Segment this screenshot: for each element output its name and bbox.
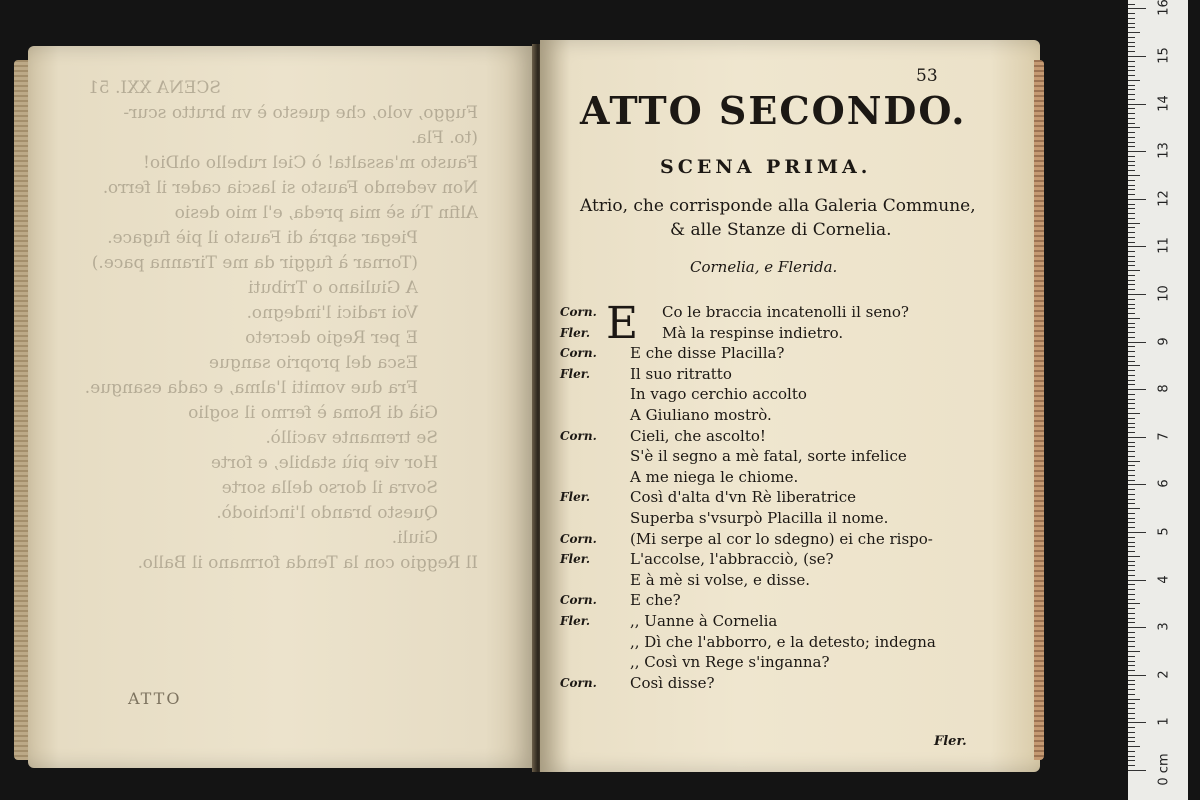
ruler-tick xyxy=(1128,161,1135,162)
dialogue-text: ,, Dì che l'abborro, e la detesto; indegna xyxy=(630,632,936,651)
ruler-tick xyxy=(1128,351,1135,352)
ruler-tick xyxy=(1128,346,1135,347)
ruler-tick xyxy=(1128,442,1135,443)
ruler-tick xyxy=(1128,104,1146,105)
speaker-label: Corn. xyxy=(560,346,597,361)
ruler-tick xyxy=(1128,180,1135,181)
ruler-tick xyxy=(1128,327,1135,328)
ruler-tick xyxy=(1128,342,1146,343)
ruler-tick xyxy=(1128,656,1135,657)
ruler-tick xyxy=(1128,641,1135,642)
ruler-label: 9 xyxy=(1156,336,1172,346)
ruler-tick xyxy=(1128,408,1135,409)
measuring-ruler xyxy=(1128,0,1188,800)
showthrough-line: Fausto m'assalta! ò Ciel rubello ohDio! xyxy=(143,153,478,173)
showthrough-line: Il Reggio con la Tenda formano il Ballo. xyxy=(137,553,478,573)
ruler-tick xyxy=(1128,175,1140,176)
ruler-tick xyxy=(1128,760,1135,761)
dialogue-text: Superba s'vsurpò Placilla il nome. xyxy=(630,508,889,527)
right-page xyxy=(540,40,1040,772)
dialogue-text: E che? xyxy=(630,591,681,610)
ruler-tick xyxy=(1128,275,1135,276)
ruler-tick xyxy=(1128,199,1146,200)
act-title: ATTO SECONDO. xyxy=(580,88,967,133)
ruler-tick xyxy=(1128,156,1135,157)
dialogue-line xyxy=(560,529,1030,550)
dialogue-line xyxy=(560,590,1030,611)
ruler-label: 15 xyxy=(1156,47,1172,64)
ruler-tick xyxy=(1128,280,1135,281)
ruler-tick xyxy=(1128,123,1135,124)
ruler-label: 8 xyxy=(1156,384,1172,393)
ruler-tick xyxy=(1128,37,1135,38)
ruler-tick xyxy=(1128,703,1135,704)
dialogue-text: Mà la respinse indietro. xyxy=(662,323,844,342)
ruler-tick xyxy=(1128,99,1135,100)
speaker-label: Corn. xyxy=(560,675,597,690)
dialogue-text: ,, Uanne à Cornelia xyxy=(630,611,778,630)
showthrough-line: Giuli. xyxy=(391,528,438,548)
showthrough-line: Fuggo, volo, che questo è vn brutto scur- xyxy=(123,103,478,123)
dialogue-line xyxy=(560,632,1030,653)
ruler-tick xyxy=(1128,746,1140,747)
dialogue-line xyxy=(560,364,1030,385)
ruler-tick xyxy=(1128,251,1135,252)
showthrough-line: Sovra il dorso della sorte xyxy=(221,478,438,498)
showthrough-line: (to. Fla. xyxy=(411,128,478,148)
dialogue-line xyxy=(560,343,1030,364)
ruler-tick xyxy=(1128,522,1135,523)
ruler-tick xyxy=(1128,608,1135,609)
dialogue-text: A Giuliano mostrò. xyxy=(630,405,772,424)
ruler-tick xyxy=(1128,508,1140,509)
ruler-tick xyxy=(1128,94,1135,95)
ruler-tick xyxy=(1128,389,1146,390)
ruler-tick xyxy=(1128,365,1140,366)
ruler-tick xyxy=(1128,294,1146,295)
ruler-tick xyxy=(1128,465,1135,466)
ruler-tick xyxy=(1128,242,1135,243)
speaker-label: Fler. xyxy=(560,552,591,567)
dialogue-line xyxy=(560,323,1030,344)
showthrough-line: E per Regio decreto xyxy=(245,328,418,348)
ruler-tick xyxy=(1128,208,1135,209)
ruler-tick xyxy=(1128,127,1140,128)
ruler-tick xyxy=(1128,194,1135,195)
ruler-tick xyxy=(1128,594,1135,595)
ruler-tick xyxy=(1128,375,1135,376)
ruler-tick xyxy=(1128,680,1135,681)
dialogue-line xyxy=(560,302,1030,323)
ruler-tick xyxy=(1128,561,1135,562)
ruler-tick xyxy=(1128,684,1135,685)
ruler-tick xyxy=(1128,370,1135,371)
ruler-tick xyxy=(1128,108,1135,109)
ruler-tick xyxy=(1128,66,1135,67)
ruler-tick xyxy=(1128,308,1135,309)
ruler-label: 12 xyxy=(1156,190,1172,207)
ruler-tick xyxy=(1128,142,1135,143)
ruler-tick xyxy=(1128,304,1135,305)
ruler-tick xyxy=(1128,146,1135,147)
ruler-tick xyxy=(1128,661,1135,662)
speaker-label: Fler. xyxy=(560,325,591,340)
ruler-tick xyxy=(1128,584,1135,585)
dialogue-line xyxy=(560,384,1030,405)
ruler-tick xyxy=(1128,113,1135,114)
ruler-tick xyxy=(1128,42,1135,43)
ruler-tick xyxy=(1128,518,1135,519)
dialogue-text: A me niega le chiome. xyxy=(630,467,799,486)
ruler-tick xyxy=(1128,423,1135,424)
dialogue-text: In vago cerchio accolto xyxy=(630,385,807,404)
ruler-tick xyxy=(1128,427,1135,428)
page-number: 53 xyxy=(916,66,938,86)
dialogue-line xyxy=(560,673,1030,694)
ruler-tick xyxy=(1128,151,1146,152)
ruler-label: 4 xyxy=(1156,574,1172,584)
speaker-label: Corn. xyxy=(560,531,597,546)
ruler-tick xyxy=(1128,675,1146,676)
ruler-tick xyxy=(1128,246,1146,247)
ruler-tick xyxy=(1128,470,1135,471)
ruler-tick xyxy=(1128,318,1140,319)
ruler-tick xyxy=(1128,332,1135,333)
showthrough-line: Piegar saprà di Fausto il piè fugace. xyxy=(107,228,418,248)
ruler-tick xyxy=(1128,770,1146,771)
ruler-tick xyxy=(1128,80,1140,81)
ruler-label: 11 xyxy=(1156,237,1172,255)
ruler-tick xyxy=(1128,227,1135,228)
ruler-tick xyxy=(1128,565,1135,566)
ruler-tick xyxy=(1128,551,1135,552)
ruler-tick xyxy=(1128,132,1135,133)
setting-line-1: Atrio, che corrisponde alla Galeria Commune, xyxy=(580,196,976,216)
showthrough-line: A Giuliano o Tributi xyxy=(248,278,418,298)
ruler-tick xyxy=(1128,4,1135,5)
ruler-tick xyxy=(1128,732,1135,733)
speaker-label: Corn. xyxy=(560,593,597,608)
ruler-tick xyxy=(1128,223,1140,224)
speaker-label: Fler. xyxy=(560,490,591,505)
ruler-tick xyxy=(1128,756,1135,757)
ruler-label: 0 cm xyxy=(1156,753,1172,786)
ruler-tick xyxy=(1128,751,1135,752)
ruler-tick xyxy=(1128,718,1135,719)
showthrough-line: Già di Roma è fermo il soglio xyxy=(188,403,438,423)
showthrough-line: SCENA XXI. 51 xyxy=(88,78,221,98)
ruler-tick xyxy=(1128,380,1135,381)
dialogue-line xyxy=(560,426,1030,447)
ruler-tick xyxy=(1128,213,1135,214)
ruler-tick xyxy=(1128,480,1135,481)
dialogue-text: Il suo ritratto xyxy=(630,364,732,383)
ruler-tick xyxy=(1128,670,1135,671)
dialogue-text: S'è il segno a mè fatal, sorte infelice xyxy=(630,447,907,466)
ruler-tick xyxy=(1128,446,1135,447)
ruler-tick xyxy=(1128,8,1146,9)
ruler-label: 10 xyxy=(1156,285,1172,302)
showthrough-line: Se tremante vacillò. xyxy=(265,428,438,448)
dialogue-text: ,, Così vn Rege s'inganna? xyxy=(630,653,830,672)
dialogue-text: L'accolse, l'abbracciò, (se? xyxy=(630,550,834,569)
ruler-tick xyxy=(1128,542,1135,543)
ruler-tick xyxy=(1128,451,1135,452)
ruler-label: 5 xyxy=(1156,527,1172,536)
ruler-tick xyxy=(1128,270,1140,271)
dialogue-block xyxy=(560,298,1030,693)
left-page-showthrough-text xyxy=(84,76,478,756)
ruler-tick xyxy=(1128,418,1135,419)
ruler-tick xyxy=(1128,289,1135,290)
ruler-tick xyxy=(1128,56,1146,57)
ruler-tick xyxy=(1128,489,1135,490)
ruler-tick xyxy=(1128,722,1146,723)
ruler-tick xyxy=(1128,494,1135,495)
ruler-label: 2 xyxy=(1156,670,1172,679)
showthrough-line: (Tornar à fuggir da me Tiranna pace.) xyxy=(91,253,418,273)
ruler-label: 6 xyxy=(1156,479,1172,489)
ruler-tick xyxy=(1128,299,1135,300)
ruler-tick xyxy=(1128,689,1135,690)
catchword: Fler. xyxy=(934,734,967,749)
open-book xyxy=(28,40,1040,775)
ruler-tick xyxy=(1128,546,1135,547)
ruler-tick xyxy=(1128,613,1135,614)
ruler-tick xyxy=(1128,437,1146,438)
ruler-tick xyxy=(1128,256,1135,257)
speaker-label: Fler. xyxy=(560,366,591,381)
ruler-tick xyxy=(1128,189,1135,190)
right-page-edge xyxy=(1034,60,1044,760)
dialogue-text: (Mi serpe al cor lo sdegno) ei che rispo- xyxy=(630,529,933,548)
ruler-tick xyxy=(1128,622,1135,623)
ruler-tick xyxy=(1128,727,1135,728)
ruler-tick xyxy=(1128,499,1135,500)
ruler-tick xyxy=(1128,13,1135,14)
ruler-tick xyxy=(1128,323,1135,324)
dialogue-line xyxy=(560,487,1030,508)
showthrough-line: Voi radici l'indegno. xyxy=(246,303,418,323)
ruler-tick xyxy=(1128,556,1140,557)
dialogue-text: Così disse? xyxy=(630,673,715,692)
ruler-tick xyxy=(1128,599,1135,600)
ruler-tick xyxy=(1128,137,1135,138)
ruler-tick xyxy=(1128,570,1135,571)
showthrough-line: Fra due vomiti l'alma, e cada esangue. xyxy=(84,378,418,398)
ruler-tick xyxy=(1128,46,1135,47)
ruler-tick xyxy=(1128,513,1135,514)
dialogue-text: Così d'alta d'vn Rè liberatrice xyxy=(630,488,857,507)
ruler-tick xyxy=(1128,741,1135,742)
ruler-tick xyxy=(1128,589,1135,590)
ruler-tick xyxy=(1128,475,1135,476)
ruler-tick xyxy=(1128,399,1135,400)
ruler-tick xyxy=(1128,61,1135,62)
ruler-tick xyxy=(1128,699,1140,700)
ruler-tick xyxy=(1128,461,1140,462)
ruler-tick xyxy=(1128,356,1135,357)
ruler-tick xyxy=(1128,694,1135,695)
ruler-tick xyxy=(1128,575,1135,576)
ruler-tick xyxy=(1128,394,1135,395)
dialogue-line xyxy=(560,652,1030,673)
ruler-tick xyxy=(1128,603,1140,604)
ruler-tick xyxy=(1128,627,1146,628)
ruler-tick xyxy=(1128,646,1135,647)
ruler-tick xyxy=(1128,18,1135,19)
showthrough-line: Esca del proprio sangue xyxy=(208,353,418,373)
ruler-tick xyxy=(1128,313,1135,314)
dialogue-line xyxy=(560,508,1030,529)
left-page-footer: ATTO xyxy=(128,689,182,708)
ruler-tick xyxy=(1128,165,1135,166)
ruler-tick xyxy=(1128,713,1135,714)
ruler-tick xyxy=(1128,384,1135,385)
speaker-label: Corn. xyxy=(560,305,597,319)
showthrough-line: Alfin Tù sè mia preda, e'l mio desio xyxy=(174,203,478,223)
ruler-tick xyxy=(1128,503,1135,504)
ruler-label: 1 xyxy=(1156,717,1172,727)
ruler-tick xyxy=(1128,284,1135,285)
ruler-tick xyxy=(1128,185,1135,186)
speaker-label: Fler. xyxy=(560,613,591,628)
ruler-label: 13 xyxy=(1156,142,1172,159)
ruler-tick xyxy=(1128,632,1135,633)
ruler-tick xyxy=(1128,85,1135,86)
ruler-tick xyxy=(1128,265,1135,266)
ruler-tick xyxy=(1128,261,1135,262)
dialogue-text: E che disse Placilla? xyxy=(630,344,785,363)
ruler-label: 14 xyxy=(1156,94,1172,112)
setting-line-2: & alle Stanze di Cornelia. xyxy=(670,220,892,240)
ruler-tick xyxy=(1128,665,1135,666)
ruler-tick xyxy=(1128,403,1135,404)
ruler-tick xyxy=(1128,337,1135,338)
dialogue-line xyxy=(560,446,1030,467)
ruler-tick xyxy=(1128,51,1135,52)
dialogue-text: Cieli, che ascolto! xyxy=(630,426,766,445)
ruler-tick xyxy=(1128,413,1140,414)
ruler-tick xyxy=(1128,637,1135,638)
ruler-tick xyxy=(1128,537,1135,538)
ruler-tick xyxy=(1128,432,1135,433)
characters-line: Cornelia, e Flerida. xyxy=(690,258,838,276)
ruler-tick xyxy=(1128,651,1140,652)
ruler-tick xyxy=(1128,361,1135,362)
ruler-tick xyxy=(1128,708,1135,709)
ruler-tick xyxy=(1128,618,1135,619)
showthrough-line: Non vedendo Fausto si lascia cader il ferro. xyxy=(102,178,478,198)
dialogue-text: Co le braccia incatenolli il seno? xyxy=(662,303,909,321)
dialogue-line xyxy=(560,611,1030,632)
ruler-tick xyxy=(1128,765,1135,766)
ruler-tick xyxy=(1128,456,1135,457)
showthrough-line: Hor vie più stabile, e forte xyxy=(210,453,438,473)
ruler-tick xyxy=(1128,75,1135,76)
ruler-tick xyxy=(1128,237,1135,238)
ruler-tick xyxy=(1128,232,1135,233)
ruler-tick xyxy=(1128,89,1135,90)
ruler-tick xyxy=(1128,484,1146,485)
ruler-tick xyxy=(1128,27,1135,28)
showthrough-line: Questo brando l'inchiodò. xyxy=(216,503,438,523)
drop-cap: E xyxy=(606,298,639,349)
speaker-label: Corn. xyxy=(560,428,597,443)
scene-title: SCENA PRIMA. xyxy=(660,156,872,178)
ruler-tick xyxy=(1128,170,1135,171)
ruler-tick xyxy=(1128,737,1135,738)
ruler-label: 7 xyxy=(1156,432,1172,441)
ruler-tick xyxy=(1128,218,1135,219)
ruler-tick xyxy=(1128,118,1135,119)
ruler-tick xyxy=(1128,204,1135,205)
ruler-label: 16 xyxy=(1156,0,1172,17)
ruler-tick xyxy=(1128,532,1146,533)
ruler-tick xyxy=(1128,70,1135,71)
ruler-tick xyxy=(1128,32,1140,33)
ruler-tick xyxy=(1128,23,1135,24)
ruler-tick xyxy=(1128,580,1146,581)
dialogue-line xyxy=(560,570,1030,591)
dialogue-line xyxy=(560,467,1030,488)
left-page xyxy=(28,46,536,768)
dialogue-line xyxy=(560,405,1030,426)
ruler-tick xyxy=(1128,527,1135,528)
ruler-label: 3 xyxy=(1156,622,1172,631)
dialogue-text: E à mè si volse, e disse. xyxy=(630,570,811,589)
dialogue-line xyxy=(560,549,1030,570)
